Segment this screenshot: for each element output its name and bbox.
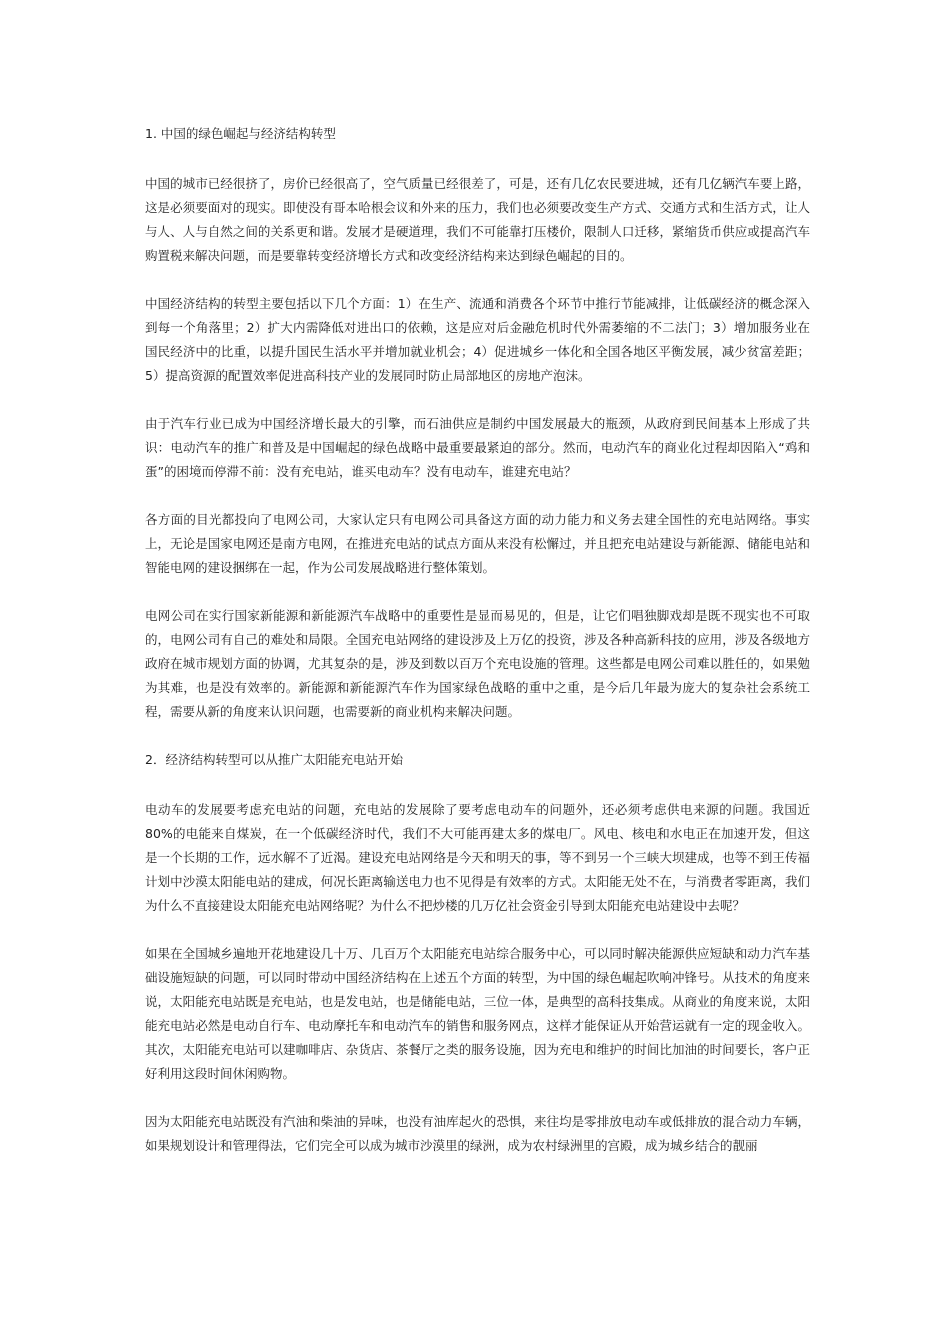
document-page (145, 122, 810, 1182)
paragraph: 由于汽车行业已成为中国经济增长最大的引擎，而石油供应是制约中国发展最大的瓶颈，从政府到民间基本上形成了共识：电动汽车的推广和普及是中国崛起的绿色战略中最重要最紧迫的部分。然而，电动汽车的商业化过程却因陷入“鸡和蛋”的困境而停滞不前：没有充电站，谁买电动车？没有电动车，谁建充电站？ (145, 416, 810, 479)
section-heading: 1. 中国的绿色崛起与经济结构转型 (145, 126, 336, 141)
paragraph: 因为太阳能充电站既没有汽油和柴油的异味，也没有油库起火的恐惧，来往均是零排放电动车或低排放的混合动力车辆，如果规划设计和管理得法，它们完全可以成为城市沙漠里的绿洲，成为农村绿洲里的宫殿，成为城乡结合的靓丽 (145, 1114, 810, 1153)
section-heading: 2．经济结构转型可以从推广太阳能充电站开始 (145, 752, 403, 767)
paragraph: 中国的城市已经很挤了，房价已经很高了，空气质量已经很差了，可是，还有几亿农民要进城，还有几亿辆汽车要上路，这是必须要面对的现实。即使没有哥本哈根会议和外来的压力，我们也必须要改变生产方式、交通方式和生活方式，让人与人、人与自然之间的关系更和谐。发展才是硬道理，我们不可能靠打压楼价，限制人口迁移，紧缩货币供应或提高汽车购置税来解决问题，而是要靠转变经济增长方式和改变经济结构来达到绿色崛起的目的。 (145, 176, 810, 263)
section-1 (145, 122, 810, 724)
paragraph: 电网公司在实行国家新能源和新能源汽车战略中的重要性是显而易见的，但是，让它们唱独脚戏却是既不现实也不可取的，电网公司有自己的难处和局限。全国充电站网络的建设涉及上万亿的投资，涉及各种高新科技的应用，涉及各级地方政府在城市规划方面的协调，尤其复杂的是，涉及到数以百万个充电设施的管理。这些都是电网公司难以胜任的，如果勉为其难，也是没有效率的。新能源和新能源汽车作为国家绿色战略的重中之重，是今后几年最为庞大的复杂社会系统工程，需要从新的角度来认识问题，也需要新的商业机构来解决问题。 (145, 608, 810, 719)
paragraph: 电动车的发展要考虑充电站的问题，充电站的发展除了要考虑电动车的问题外，还必须考虑供电来源的问题。我国近80%的电能来自煤炭，在一个低碳经济时代，我们不大可能再建太多的煤电厂。风电、核电和水电正在加速开发，但这是一个长期的工作，远水解不了近渴。建设充电站网络是今天和明天的事，等不到另一个三峡大坝建成，也等不到王传福计划中沙漠太阳能电站的建成，何况长距离输送电力也不见得是有效率的方式。太阳能无处不在，与消费者零距离，我们为什么不直接建设太阳能充电站网络呢？为什么不把炒楼的几万亿社会资金引导到太阳能充电站建设中去呢？ (145, 802, 810, 913)
paragraph: 如果在全国城乡遍地开花地建设几十万、几百万个太阳能充电站综合服务中心，可以同时解决能源供应短缺和动力汽车基础设施短缺的问题，可以同时带动中国经济结构在上述五个方面的转型，为中国的绿色崛起吹响冲锋号。从技术的角度来说，太阳能充电站既是充电站，也是发电站，也是储能电站，三位一体，是典型的高科技集成。从商业的角度来说，太阳能充电站必然是电动自行车、电动摩托车和电动汽车的销售和服务网点，这样才能保证从开始营运就有一定的现金收入。其次，太阳能充电站可以建咖啡店、杂货店、茶餐厅之类的服务设施，因为充电和维护的时间比加油的时间要长，客户正好利用这段时间休闲购物。 (145, 946, 810, 1081)
paragraph: 中国经济结构的转型主要包括以下几个方面：1）在生产、流通和消费各个环节中推行节能减排，让低碳经济的概念深入到每一个角落里；2）扩大内需降低对进出口的依赖，这是应对后金融危机时代外需萎缩的不二法门；3）增加服务业在国民经济中的比重，以提升国民生活水平并增加就业机会；4）促进城乡一体化和全国各地区平衡发展，减少贫富差距；5）提高资源的配置效率促进高科技产业的发展同时防止局部地区的房地产泡沫。 (145, 296, 810, 383)
paragraph: 各方面的目光都投向了电网公司，大家认定只有电网公司具备这方面的动力能力和义务去建全国性的充电站网络。事实上，无论是国家电网还是南方电网，在推进充电站的试点方面从来没有松懈过，并且把充电站建设与新能源、储能电站和智能电网的建设捆绑在一起，作为公司发展战略进行整体策划。 (145, 512, 810, 575)
section-2 (145, 748, 810, 1158)
